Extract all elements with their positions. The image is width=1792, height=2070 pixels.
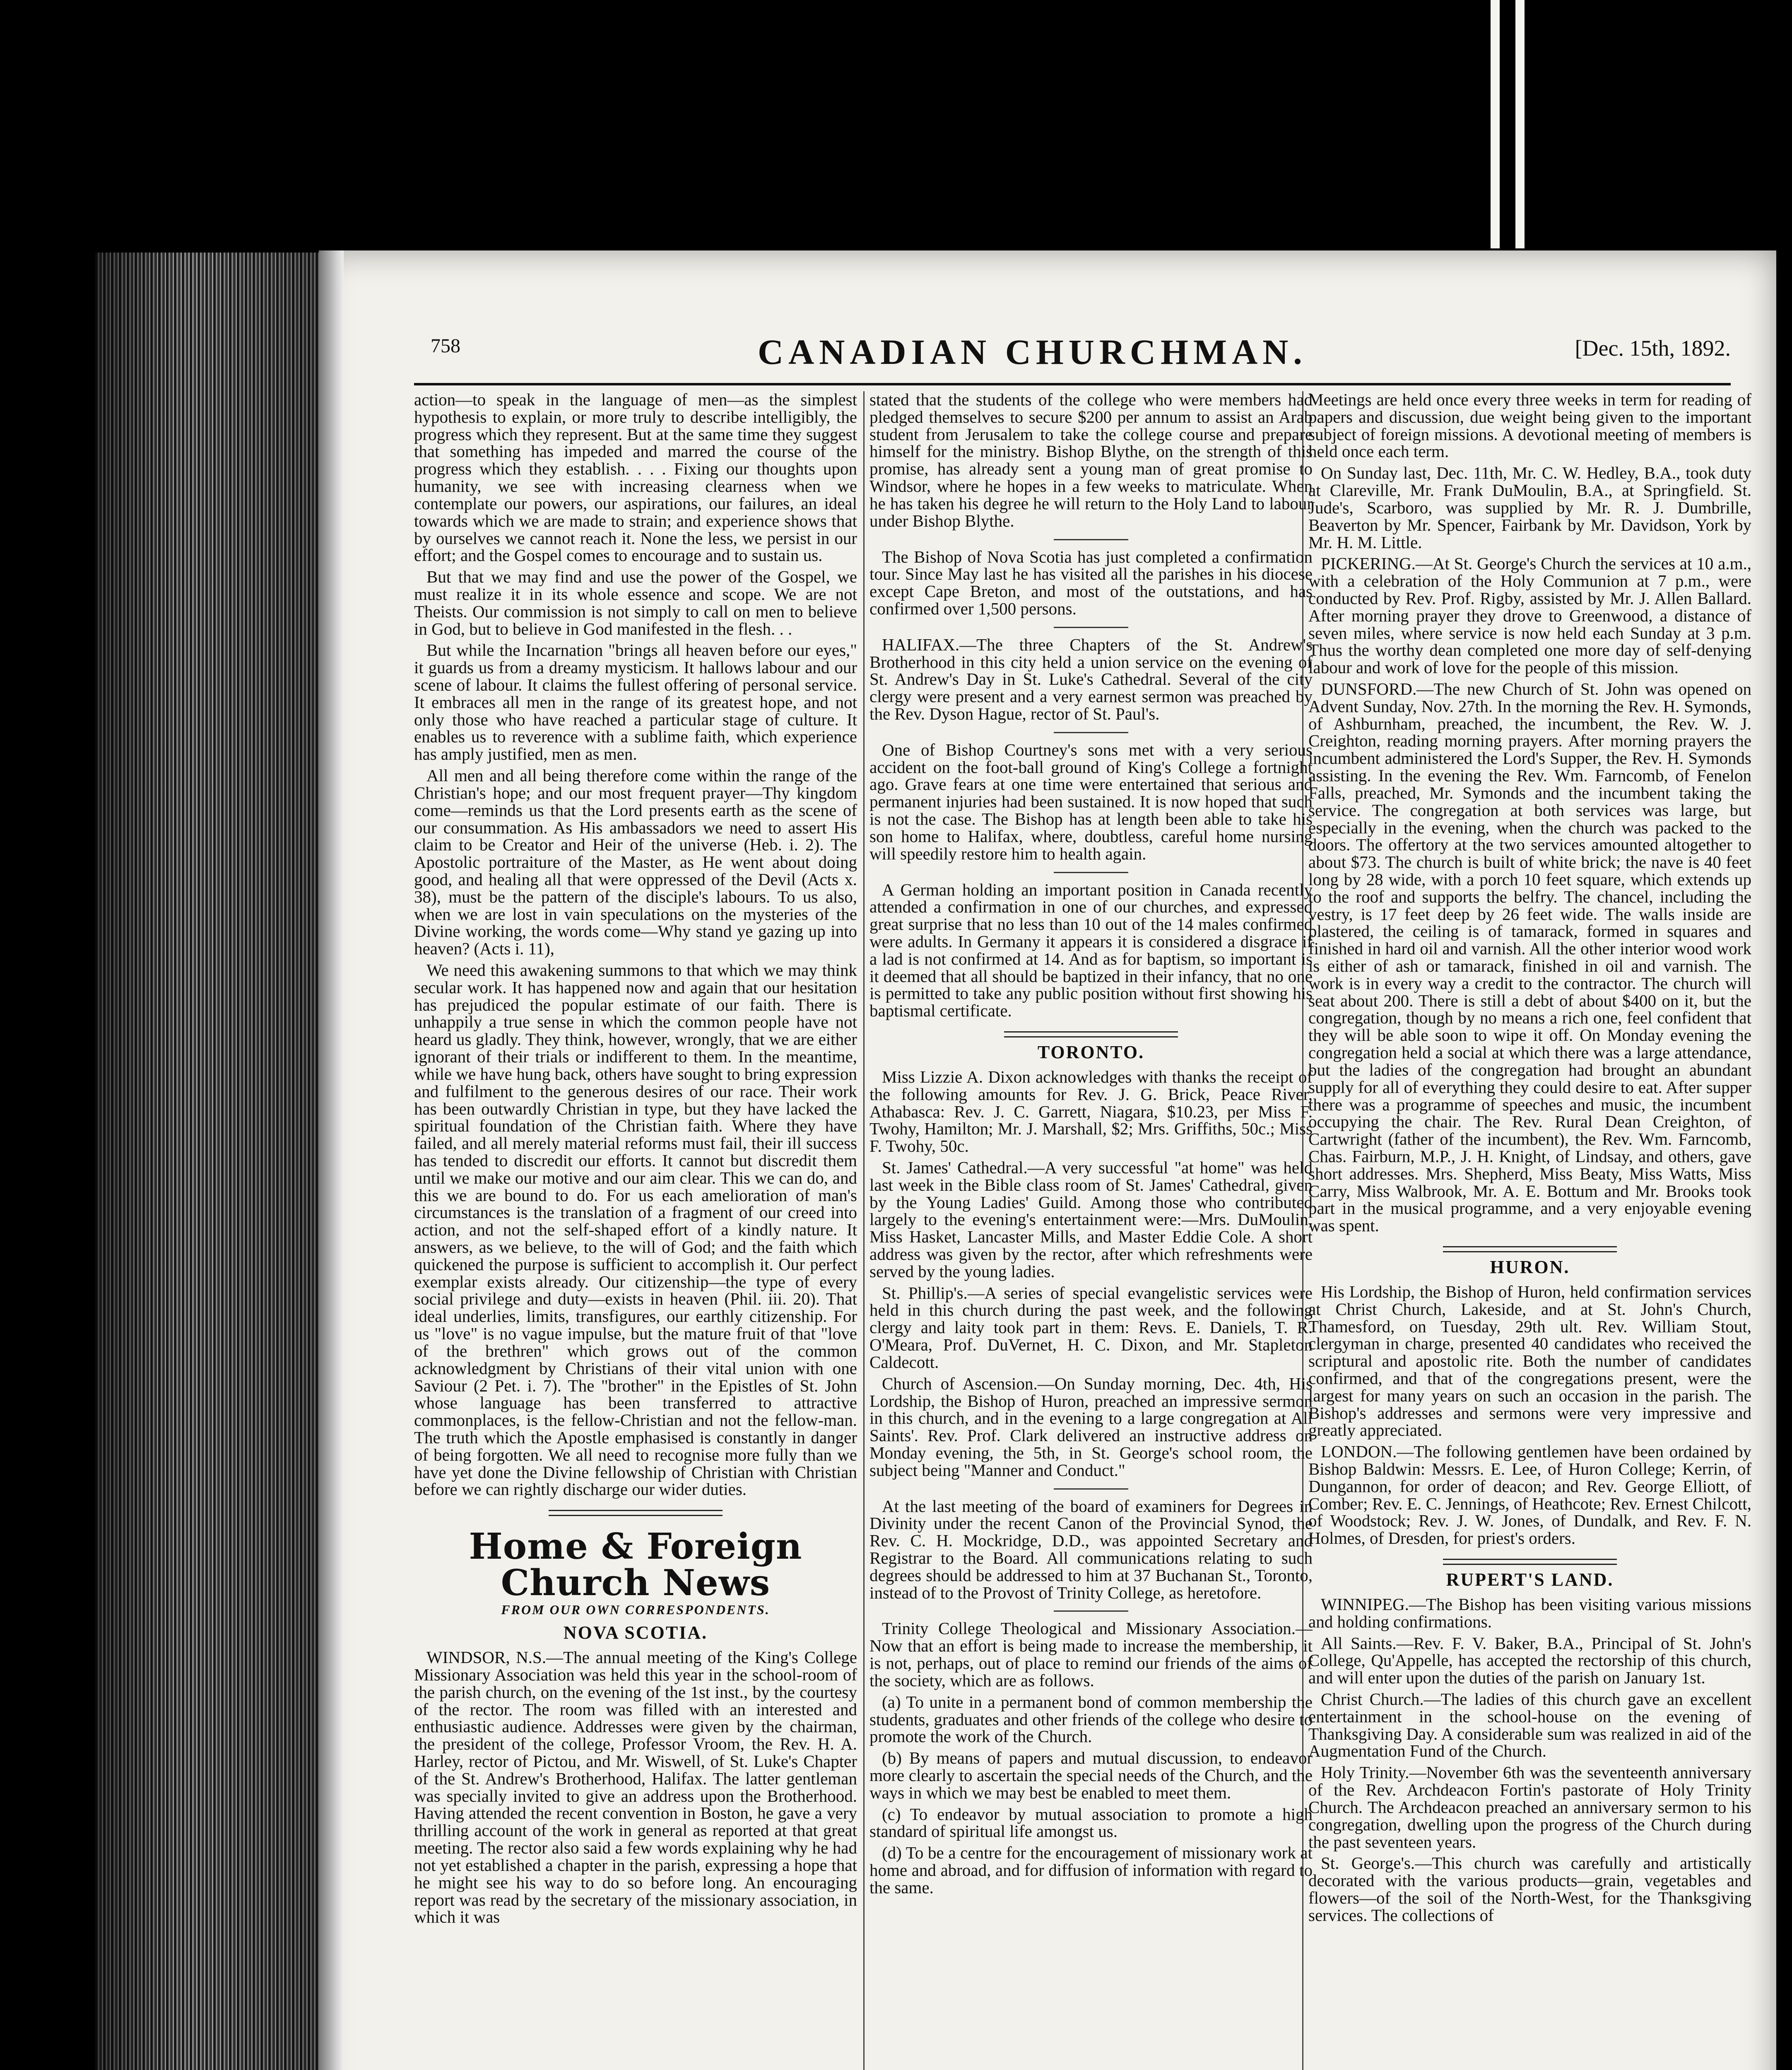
item-divider [1054, 1488, 1128, 1490]
article-paragraph: But while the Incarnation "brings all heaven before our eyes," it guards us from a dreamy mysticism. It hallows labour and our scene of labour. It claims the fullest offering of personal service. It embraces all men in the range of its greatest hope, and not only those who have reached a particular stage of culture. It enables us to reverence with a sublime faith, which experience has amply justified, men as men. [414, 640, 857, 764]
region-heading: TORONTO. [1037, 1042, 1145, 1062]
article-paragraph: (a) To unite in a permanent bond of common membership the students, graduates and other friends of the college who desire to promote the work of the Church. [870, 1692, 1313, 1746]
article-paragraph: His Lordship, the Bishop of Huron, held confirmation services at Christ Church, Lakeside, and at St. John's Church, Thamesford, on Tuesday, 29th ult. Rev. William Stout, clergyman in charge, presented 40 candidates who received the scriptural and apostolic rite. Both the number of candidates confirmed, and that of the congregations present, were the largest for many years on such an occasion in the parish. The Bishop's addresses and sermons were very impressive and greatly appreciated. [1308, 1282, 1751, 1440]
region-heading: HURON. [1490, 1257, 1570, 1277]
item-divider [1054, 872, 1128, 873]
book-spine-page-edges [95, 253, 327, 2070]
section-banner-subtitle: FROM OUR OWN CORRESPONDENTS. [501, 1602, 770, 1617]
article-paragraph: (b) By means of papers and mutual discussion, to endeavor more clearly to ascertain the special needs of the Church, and the ways in which we may best be enabled to meet them. [870, 1748, 1313, 1802]
item-divider [1054, 732, 1128, 733]
section-banner: Home & Foreign Church News [469, 1526, 802, 1604]
masthead-title: CANADIAN CHURCHMAN. [758, 332, 1307, 372]
article-paragraph: Meetings are held once every three weeks in term for reading of papers and discussion, due weight being given to the important subject of foreign missions. A devotional meeting of members is held once each term. [1308, 390, 1751, 461]
article-paragraph: St. Phillip's.—A series of special evangelistic services were held in this church during the past week, and the following clergy and laity took part in them: Revs. E. Daniels, T. R. O'Meara, Prof. DuVernet, H. C. Dixon, and Mr. Stapleton Caldecott. [870, 1283, 1313, 1372]
article-paragraph: Christ Church.—The ladies of this church gave an excellent entertainment in the school-house on the evening of Thanksgiving Day. A considerable sum was realized in aid of the Augmentation Fund of the Church. [1308, 1690, 1751, 1761]
article-paragraph: Church of Ascension.—On Sunday morning, Dec. 4th, His Lordship, the Bishop of Huron, preached an impressive sermon in this church, and in the evening to a large congregation at All Saints'. Rev. Prof. Clark delivered an instructive address on Monday evening, the 5th, in St. George's school room, the subject being "Manner and Conduct." [870, 1374, 1313, 1480]
article-paragraph: Holy Trinity.—November 6th was the seventeenth anniversary of the Rev. Archdeacon Fortin's pastorate of Holy Trinity Church. The Archdeacon preached an anniversary sermon to his congregation, dwelling upon the progress of the Church during the past seventeen years. [1308, 1763, 1751, 1851]
article-paragraph: WINDSOR, N.S.—The annual meeting of the King's College Missionary Association was held this year in the school-room of the parish church, on the evening of the 1st inst., by the courtesy of the rector. The room was filled with an interested and enthusiastic audience. Addresses were given by the chairman, the president of the college, Professor Vroom, the Rev. H. A. Harley, rector of Pictou, and Mr. Wiswell, of St. Luke's Chapter of the St. Andrew's Brotherhood, Halifax. The latter gentleman was specially invited to give an address upon the Brotherhood. Having attended the recent convention in Boston, he gave a very thrilling account of the work in general as reported at that great meeting. The rector also said a few words explaining why he had not yet established a chapter in the parish, expressing a hope that he might see his way to do so before long. An encouraging report was read by the secretary of the missionary association, in which it was [414, 1648, 857, 1927]
article-paragraph: St. George's.—This church was carefully and artistically decorated with the various products—grain, vegetables and flowers—of the soil of the North-West, for the Thanksgiving services. The collections of [1308, 1853, 1751, 1925]
article-paragraph: All Saints.—Rev. F. V. Baker, B.A., Principal of St. John's College, Qu'Appelle, has accepted the rectorship of this church, and will enter upon the duties of the parish on January 1st. [1308, 1633, 1751, 1687]
article-paragraph: St. James' Cathedral.—A very successful "at home" was held last week in the Bible class room of St. James' Cathedral, given by the Young Ladies' Guild. Among those who contributed largely to the evening's entertainment were:—Mrs. DuMoulin, Miss Hasket, Lancaster Mills, and Master Eddie Cole. A short address was given by the rector, after which refreshments were served by the young ladies. [870, 1158, 1313, 1281]
column-3 [1308, 391, 1751, 1928]
article-paragraph: Trinity College Theological and Missionary Association.—Now that an effort is being made to increase the membership, it is not, perhaps, out of place to remind our friends of the aims of the society, which are as follows. [870, 1619, 1313, 1690]
article-paragraph: (c) To endeavor by mutual association to promote a high standard of spiritual life amongst us. [870, 1804, 1313, 1841]
article-paragraph: One of Bishop Courtney's sons met with a very serious accident on the foot-ball ground of King's College a fortnight ago. Grave fears at one time were entertained that serious and permanent injuries had been sustained. It is now hoped that such is not the case. The Bishop has at length been able to take his son home to Halifax, where, doubtless, careful home nursing will speedily restore him to health again. [870, 740, 1313, 863]
header-rule [414, 383, 1731, 385]
article-paragraph: action—to speak in the language of men—as the simplest hypothesis to explain, or more truly to describe intelligibly, the progress which they represent. But at the same time they suggest that something has impeded and marred the course of the progress which they establish. . . . Fixing our thoughts upon humanity, we see with increasing clearness when we contemplate our powers, our aspirations, our failures, an ideal towards which we are made to strain; and experience shows that by ourselves we cannot reach it. None the less, we persist in our effort; and the Gospel comes to encourage and to sustain us. [414, 390, 857, 565]
section-divider [1004, 1031, 1178, 1037]
section-divider [1443, 1559, 1617, 1565]
article-paragraph: stated that the students of the college who were members had pledged themselves to secure $200 per annum to assist an Arab student from Jerusalem to take the college course and prepare himself for the ministry. Bishop Blythe, on the strength of this promise, has already sent a young man of great promise to Windsor, where he hopes in a few weeks to matriculate. When he has taken his degree he will return to the Holy Land to labour under Bishop Blythe. [870, 390, 1313, 530]
article-paragraph: PICKERING.—At St. George's Church the services at 10 a.m., with a celebration of the Holy Communion at 7 p.m., were conducted by Rev. Prof. Rigby, assisted by Mr. J. Allen Ballard. After morning prayer they drove to Greenwood, a distance of seven miles, where service is now held each Sunday at 3 p.m. Thus the worthy dean completed one more day of self-denying labour and work of love for the people of this mission. [1308, 554, 1751, 677]
ribbon-marker [1491, 0, 1500, 248]
article-paragraph: HALIFAX.—The three Chapters of the St. Andrew's Brotherhood in this city held a union service on the evening of St. Andrew's Day in St. Luke's Cathedral. Several of the city clergy were present and a very earnest sermon was preached by the Rev. Dyson Hague, rector of St. Paul's. [870, 635, 1313, 723]
page-fold-shadow [319, 250, 344, 2070]
article-paragraph: LONDON.—The following gentlemen have been ordained by Bishop Baldwin: Messrs. E. Lee, of Huron College; Kerrin, of Dungannon, for order of deacon; and Rev. George Elliott, of Comber; Rev. E. C. Jennings, of Heathcote; Rev. Ernest Chilcott, of Woodstock; Rev. J. W. Jones, of Dundalk, and Rev. F. N. Holmes, of Dresden, for priest's orders. [1308, 1442, 1751, 1548]
item-divider [1054, 1610, 1128, 1612]
article-paragraph: A German holding an important position in Canada recently attended a confirmation in one of our churches, and expressed great surprise that no less than 10 out of the 14 males confirmed were adults. In Germany it appears it is considered a disgrace if a lad is not confirmed at 14. And as for baptism, so important is it deemed that all should be baptized in their infancy, that no one is permitted to take any public position without first showing his baptismal certificate. [870, 880, 1313, 1021]
article-paragraph: We need this awakening summons to that which we may think secular work. It has happened now and again that our hesitation has prejudiced the popular estimate of our faith. There is unhappily a true sense in which the common people have not heard us gladly. They think, however, wrongly, that we are either ignorant of their trials or indifferent to them. In the meantime, while we have hung back, others have sought to bring expression and fulfilment to the generous desires of our race. Their work has been outwardly Christian in type, but they have lacked the spiritual foundation of the Christian faith. Where they have failed, and all merely material reforms must fail, their ill success has tended to discredit our efforts. It cannot but discredit them until we make our motive and our aim clear. This we can do, and this we are bound to do. For us each amelioration of man's circumstances is the translation of a fragment of our creed into action, and not the self-shaped effort of a kindly nature. It answers, as we believe, to the will of God; and the faith which quickened the purpose is sufficient to accomplish it. Our perfect exemplar exists already. Our citizenship—the type of every social privilege and duty—exists in heaven (Phil. iii. 20). That ideal underlies, limits, transfigures, our earthly citizenship. For us "love" is no vague impulse, but the mature fruit of that "love of the brethren" which grows out of the common acknowledgment by Christians of their vital union with one Saviour (2 Pet. i. 7). The "brother" in the Epistles of St. John whose language has been transferred to attractive commonplaces, is the fellow-Christian and not the fellow-man. The truth which the Apostle emphasised is constantly in danger of being forgotten. We all need to recognise more fully than we have yet done the Divine fellowship of Christian with Christian before we can rightly discharge our wider duties. [414, 960, 857, 1499]
article-paragraph: On Sunday last, Dec. 11th, Mr. C. W. Hedley, B.A., took duty at Clareville, Mr. Frank DuMoulin, B.A., at Springfield. St. Jude's, Scarboro, was supplied by Mr. R. J. Dumbrille, Beaverton by Mr. Spencer, Fairbank by Mr. Davidson, York by Mr. H. M. Little. [1308, 463, 1751, 552]
ribbon-marker [1515, 0, 1525, 248]
article-paragraph: (d) To be a centre for the encouragement of missionary work at home and abroad, and for diffusion of information with regard to the same. [870, 1843, 1313, 1897]
article-paragraph: The Bishop of Nova Scotia has just completed a confirmation tour. Since May last he has visited all the parishes in his diocese except Cape Breton, and most of the outstations, and has confirmed over 1,500 persons. [870, 547, 1313, 618]
issue-date: [Dec. 15th, 1892. [1575, 336, 1731, 361]
article-paragraph: Miss Lizzie A. Dixon acknowledges with thanks the receipt of the following amounts for Rev. J. G. Brick, Peace River, Athabasca: Rev. J. C. Garrett, Niagara, $10.23, per Miss F. Twohy, Hamilton; Mr. J. Marshall, $2; Mrs. Griffiths, 50c.; Miss F. Twohy, 50c. [870, 1067, 1313, 1156]
region-heading: NOVA SCOTIA. [563, 1622, 708, 1643]
page-number: 758 [431, 335, 460, 357]
page-header [431, 331, 1731, 377]
article-paragraph: But that we may find and use the power of the Gospel, we must realize it in its whole essence and scope. We are not Theists. Our commission is not simply to call on men to believe in God, but to believe in God manifested in the flesh. . . [414, 567, 857, 638]
item-divider [1054, 627, 1128, 628]
region-heading: RUPERT'S LAND. [1446, 1569, 1614, 1590]
item-divider [1054, 539, 1128, 540]
column-1 [414, 391, 857, 1930]
section-divider [1443, 1246, 1617, 1252]
section-divider [549, 1510, 723, 1516]
column-2 [870, 391, 1313, 1901]
article-paragraph: At the last meeting of the board of examiners for Degrees in Divinity under the recent Canon of the Provincial Synod, the Rev. C. H. Mockridge, D.D., was appointed Secretary and Registrar to the Board. All communications relating to such degrees should be addressed to him at 37 Buchanan St., Toronto, instead of to the Provost of Trinity College, as heretofore. [870, 1496, 1313, 1602]
article-paragraph: All men and all being therefore come within the range of the Christian's hope; and our most frequent prayer—Thy kingdom come—reminds us that the Lord presents earth as the scene of our consummation. As His ambassadors we need to assert His claim to be Creator and Heir of the universe (Heb. i. 2). The Apostolic portraiture of the Master, as He went about doing good, and healing all that were oppressed of the Devil (Acts x. 38), must be the pattern of the disciple's labours. To us also, when we are lost in vain speculations on the mysteries of the Divine working, the words come—Why stand ye gazing up into heaven? (Acts i. 11), [414, 766, 857, 958]
article-paragraph: DUNSFORD.—The new Church of St. John was opened on Advent Sunday, Nov. 27th. In the morning the Rev. H. Symonds, of Ashburnham, preached, the incumbent, the Rev. W. J. Creighton, reading morning prayers. After morning prayers the incumbent administered the Lord's Supper, the Rev. H. Symonds assisting. In the evening the Rev. Wm. Farncomb, of Fenelon Falls, preached, Mr. Symonds and the incumbent taking the service. The congregation at both services was large, but especially in the evening, when the church was packed to the doors. The offertory at the two services amounted altogether to about $73. The church is built of white brick; the nave is 40 feet long by 28 wide, with a porch 10 feet square, which extends up to the roof and supports the belfry. The chancel, including the vestry, is 17 feet deep by 26 feet wide. The walls inside are plastered, the ceiling is of tamarack, formed in squares and finished in hard oil and varnish. All the other interior wood work is either of ash or tamarack, finished in oil and varnish. The work is in every way a credit to the contractor. The church will seat about 200. There is still a debt of about $400 on it, but the congregation, though by no means a rich one, feel confident that they will be able soon to wipe it off. On Monday evening the congregation held a social at which there was a large attendance, but the ladies of the congregation had brought an abundant supply for all of everything they could desire to eat. After supper there was a programme of speeches and music, the incumbent occupying the chair. The Rev. Rural Dean Creighton, of Cartwright (father of the incumbent), the Rev. Wm. Farncomb, Chas. Fairburn, M.P., J. H. Knight, of Lindsay, and others, gave short addresses. Mrs. Shepherd, Miss Beaty, Miss Watts, Miss Carry, Miss Walbrook, Mr. A. E. Bottum and Mr. Brooks took part in the musical programme, and a very enjoyable evening was spent. [1308, 679, 1751, 1235]
article-paragraph: WINNIPEG.—The Bishop has been visiting various missions and holding confirmations. [1308, 1594, 1751, 1631]
column-divider [863, 391, 865, 2070]
